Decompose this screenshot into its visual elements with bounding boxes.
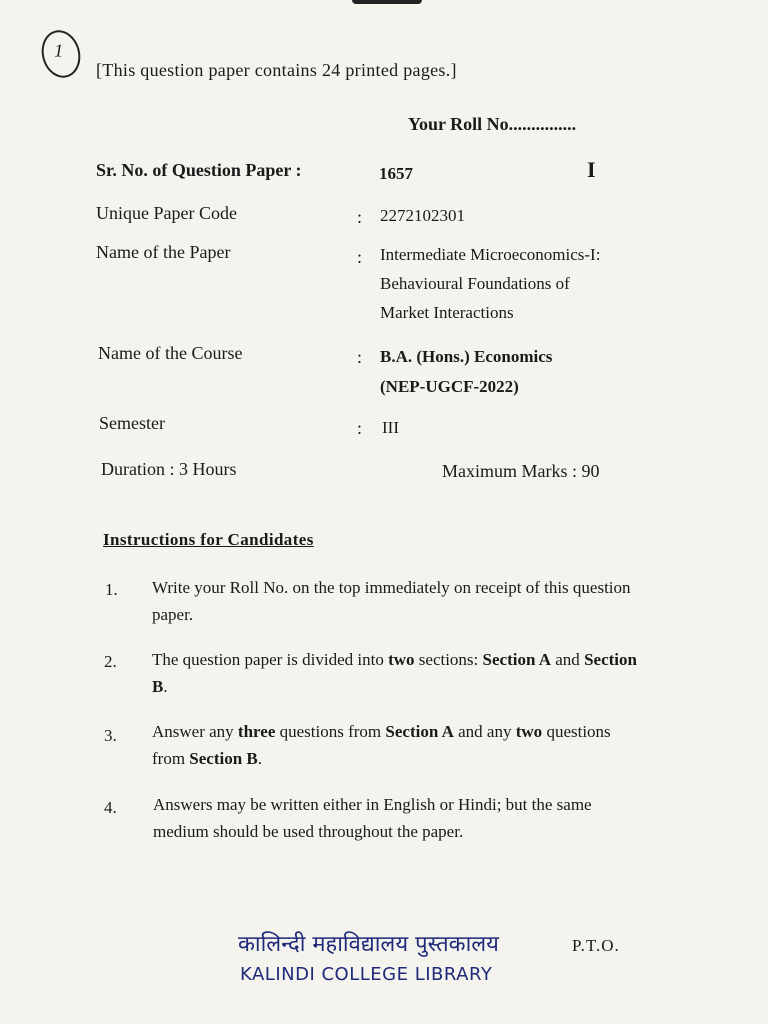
field-label-semester: Semester bbox=[99, 413, 165, 433]
instruction-text: Answers may be written either in English or Hindi; but the same medium should be used throughout the paper. bbox=[153, 795, 592, 841]
instruction-text: Answer any three questions from Section A and any two questions from Section B. bbox=[152, 722, 611, 768]
colon: : bbox=[357, 347, 363, 367]
top-edge-mark bbox=[352, 0, 422, 4]
field-value-semester: III bbox=[382, 418, 399, 437]
field-label-paper-name: Name of the Paper bbox=[96, 242, 231, 262]
instruction-text: Write your Roll No. on the top immediately on receipt of this question paper. bbox=[152, 578, 631, 624]
colon: : bbox=[357, 207, 363, 227]
instruction-number: 3. bbox=[104, 726, 117, 745]
library-stamp-hindi: कालिन्दी महाविद्यालय पुस्तकालय bbox=[238, 932, 499, 957]
instructions-title: Instructions for Candidates bbox=[103, 530, 314, 549]
instruction-number: 4. bbox=[104, 798, 117, 817]
field-value-paper-name-line-1: Intermediate Microeconomics-I: bbox=[380, 245, 601, 264]
field-label-course-name: Name of the Course bbox=[98, 343, 243, 363]
please-turn-over: P.T.O. bbox=[572, 936, 620, 955]
colon: : bbox=[357, 247, 363, 267]
maximum-marks: Maximum Marks : 90 bbox=[442, 461, 600, 481]
serial-label: Sr. No. of Question Paper : bbox=[96, 160, 302, 180]
duration: Duration : 3 Hours bbox=[101, 459, 237, 479]
instruction-number: 2. bbox=[104, 652, 117, 671]
library-stamp-english: KALINDI COLLEGE LIBRARY bbox=[240, 964, 493, 985]
field-label-paper-code: Unique Paper Code bbox=[96, 203, 237, 223]
instruction-number: 1. bbox=[105, 580, 118, 599]
set-letter: I bbox=[587, 157, 596, 182]
serial-number: 1657 bbox=[379, 164, 413, 183]
field-value-paper-name-line-2: Behavioural Foundations of bbox=[380, 274, 570, 293]
instruction-text: The question paper is divided into two sections: Section A and Section B. bbox=[152, 650, 637, 696]
field-value-paper-name-line-3: Market Interactions bbox=[380, 303, 514, 322]
margin-circle-mark bbox=[36, 26, 85, 82]
field-value-course-line-2: (NEP-UGCF-2022) bbox=[380, 377, 519, 396]
roll-number-line: Your Roll No............... bbox=[408, 114, 577, 134]
margin-mark-number: 1 bbox=[54, 40, 64, 61]
colon: : bbox=[357, 418, 363, 438]
page-count-note: [This question paper contains 24 printed pages.] bbox=[96, 60, 457, 80]
field-value-paper-code: 2272102301 bbox=[380, 206, 465, 225]
field-value-course-line-1: B.A. (Hons.) Economics bbox=[380, 347, 553, 366]
